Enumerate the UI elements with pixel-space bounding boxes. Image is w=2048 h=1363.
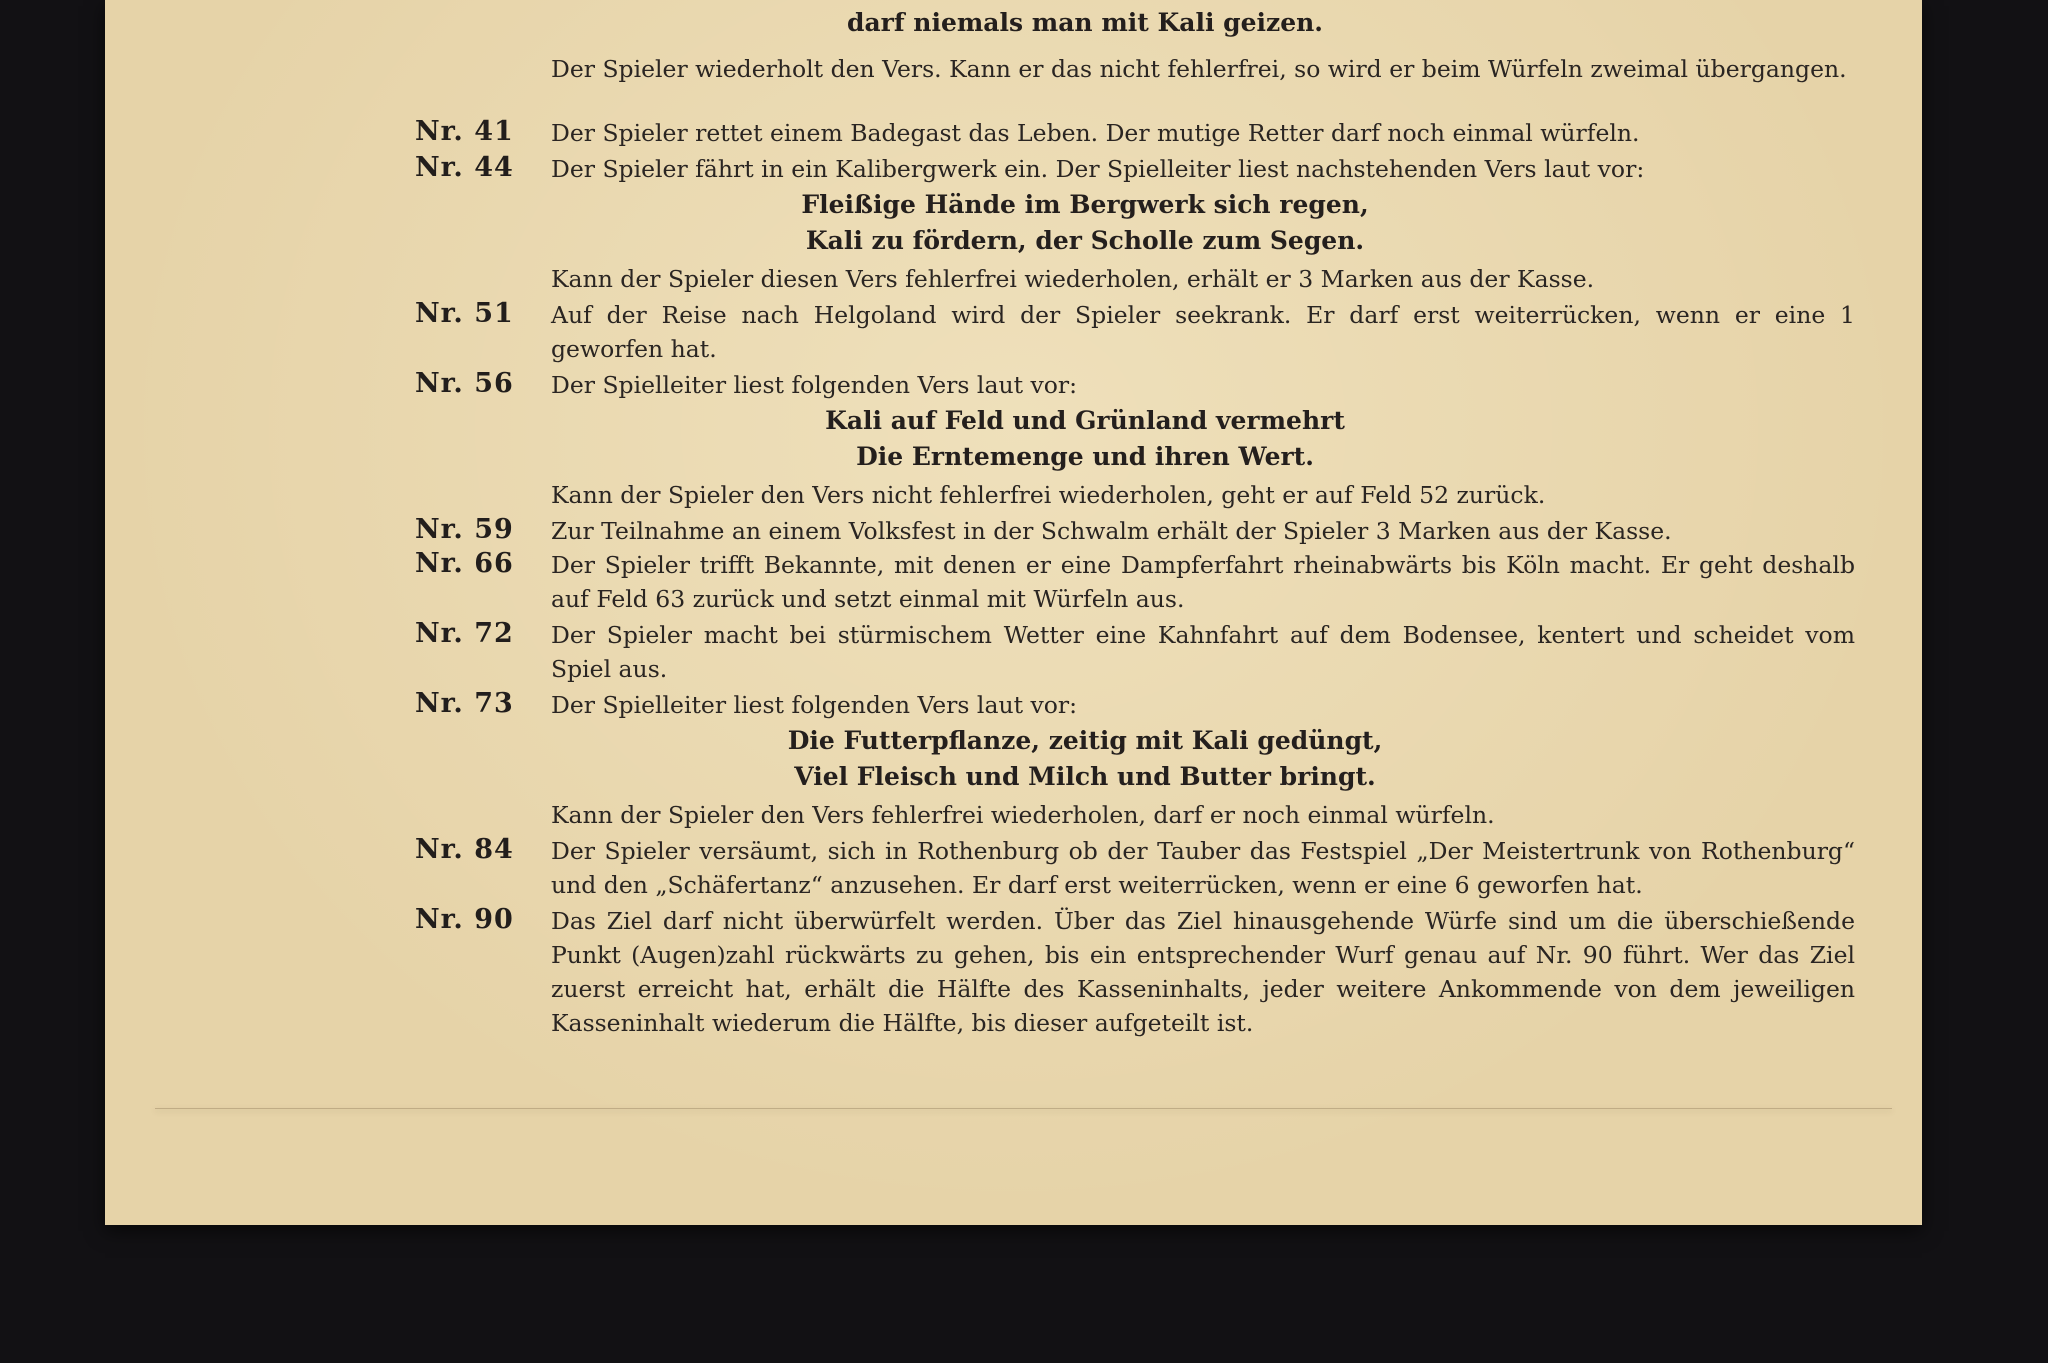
rule-text: Auf der Reise nach Helgoland wird der Spieler seekrank. Er darf erst weiterrücken, wenn er eine 1 geworfen hat.	[551, 301, 1855, 363]
rule-number: Nr. 44	[415, 152, 514, 183]
rules-text	[415, 0, 1855, 1100]
verse-line: Kali zu fördern, der Scholle zum Segen.	[805, 226, 1365, 255]
rule-text: Der Spielleiter liest folgenden Vers laut vor:	[551, 691, 1078, 719]
rule-number: Nr. 72	[415, 618, 514, 649]
verse-line: Kali auf Feld und Grünland vermehrt	[825, 406, 1345, 435]
document-page	[105, 0, 1922, 1225]
verse-line: darf niemals man mit Kali geizen.	[846, 8, 1324, 37]
rule-text: Der Spieler macht bei stürmischem Wetter eine Kahnfahrt auf dem Bodensee, kentert und scheidet vom Spiel aus.	[551, 621, 1855, 683]
verse-line: Viel Fleisch und Milch und Butter bringt.	[794, 762, 1376, 791]
rule-number: Nr. 51	[415, 298, 514, 329]
rule-number: Nr. 73	[415, 688, 514, 719]
rule-text: Zur Teilnahme an einem Volksfest in der Schwalm erhält der Spieler 3 Marken aus der Kasse.	[551, 517, 1672, 545]
rule-text: Der Spielleiter liest folgenden Vers laut vor:	[551, 371, 1078, 399]
rule-text: Der Spieler rettet einem Badegast das Leben. Der mutige Retter darf noch einmal würfeln.	[551, 119, 1640, 147]
rule-text: Der Spieler versäumt, sich in Rothenburg ob der Tauber das Festspiel „Der Meistertrunk von Rothenburg“ und den „Schäfertanz“ anzusehen. Er darf erst weiterrücken, wenn er eine 6 geworfen hat.	[551, 837, 1855, 899]
rule-number: Nr. 41	[415, 116, 514, 147]
rule-followup: Kann der Spieler den Vers nicht fehlerfrei wiederholen, geht er auf Feld 52 zurück.	[551, 481, 1546, 509]
rule-number: Nr. 84	[415, 834, 514, 865]
rule-text: Der Spieler fährt in ein Kalibergwerk ein. Der Spielleiter liest nachstehenden Vers laut vor:	[551, 155, 1645, 183]
verse-line: Die Futterpflanze, zeitig mit Kali gedüngt,	[787, 726, 1383, 755]
verse-line: Fleißige Hände im Bergwerk sich regen,	[801, 190, 1369, 219]
rule-number: Nr. 56	[415, 368, 514, 399]
rule-followup: Kann der Spieler diesen Vers fehlerfrei wiederholen, erhält er 3 Marken aus der Kasse.	[551, 265, 1595, 293]
verse-line: Die Erntemenge und ihren Wert.	[856, 442, 1314, 471]
rule-text: Der Spieler wiederholt den Vers. Kann er das nicht fehlerfrei, so wird er beim Würfeln zweimal übergangen.	[551, 55, 1847, 83]
rule-number: Nr. 66	[415, 548, 514, 579]
rule-text: Der Spieler trifft Bekannte, mit denen er eine Dampferfahrt rheinabwärts bis Köln macht. Er geht deshalb auf Feld 63 zurück und setzt einmal mit Würfeln aus.	[551, 551, 1855, 613]
rule-number: Nr. 59	[415, 514, 514, 545]
rule-followup: Kann der Spieler den Vers fehlerfrei wiederholen, darf er noch einmal würfeln.	[551, 801, 1495, 829]
rule-text: Das Ziel darf nicht überwürfelt werden. Über das Ziel hinausgehende Würfe sind um die überschießende Punkt (Augen)zahl rückwärts zu gehen, bis ein entsprechender Wurf genau auf Nr. 90 führt. Wer das Ziel zuerst erreicht hat, erhält die Hälfte des Kasseninhalts, jeder weitere Ankommende von dem jeweiligen Kasseninhalt wiederum die Hälfte, bis dieser aufgeteilt ist.	[551, 907, 1855, 1037]
rule-number: Nr. 90	[415, 904, 514, 935]
paper-fold	[155, 1108, 1892, 1109]
